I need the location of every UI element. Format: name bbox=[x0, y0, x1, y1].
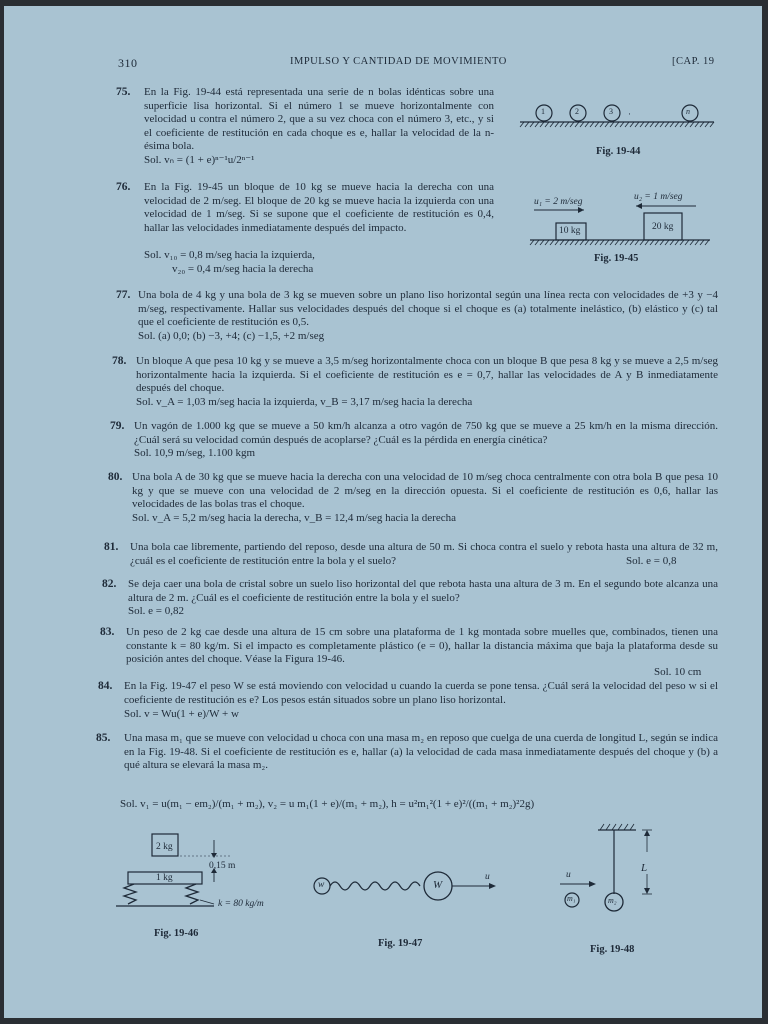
ground-hatch bbox=[590, 240, 594, 245]
problem-number: 75. bbox=[116, 86, 131, 98]
ground-hatch bbox=[570, 122, 574, 127]
problem-text: Un bloque A que pesa 10 kg y se mueve a 3,5 m/seg horizontalmente choca con un bloque B que pesa 8 kg y se mueve a 2,5 m/seg horizontalmente hacia la izquierda. Si el coeficiente de restitución es e = 0,7, hallar las velocidades de A y B inmediatamente después del choque. bbox=[136, 355, 718, 395]
problem-text: Una bola cae libremente, partiendo del reposo, desde una altura de 50 m. Si choca contra el suelo y rebota hasta una altura de 32 m, ¿cuál es el coeficiente de restitución entre la bola y el suelo? bbox=[130, 541, 718, 567]
ground-hatch bbox=[570, 240, 574, 245]
ground-hatch bbox=[685, 122, 689, 127]
ground-hatch bbox=[685, 240, 689, 245]
ground-hatch bbox=[525, 122, 529, 127]
ground-hatch bbox=[625, 240, 629, 245]
problem-solution: Sol. v_A = 5,2 m/seg hacia la derecha, v_B = 12,4 m/seg hacia la derecha bbox=[132, 512, 456, 524]
ground-hatch bbox=[585, 122, 589, 127]
ground-hatch bbox=[610, 240, 614, 245]
height-label: 0,15 m bbox=[209, 861, 236, 871]
problem-text: Una masa m₁ que se mueve con velocidad u choca con una masa m₂ en reposo que cuelga de una cuerda de longitud L, según se indica en la Fig. 19-48. Si el coeficiente de restitución es e, hallar (a) la velocidad de cada masa inmediatamente después del choque y (b) a qué altura se elevará la masa m₂. bbox=[124, 732, 718, 772]
ground-hatch bbox=[545, 122, 549, 127]
ground-hatch bbox=[615, 240, 619, 245]
ground-hatch bbox=[610, 122, 614, 127]
problem-solution: Sol. v = Wu(1 + e)/W + w bbox=[124, 708, 239, 720]
ground-hatch bbox=[665, 240, 669, 245]
ground-hatch bbox=[655, 122, 659, 127]
ground-hatch bbox=[540, 240, 544, 245]
block-label: 10 kg bbox=[559, 226, 581, 236]
figure-caption: Fig. 19-47 bbox=[378, 938, 423, 949]
velocity-label: u₂ = 1 m/seg bbox=[634, 192, 683, 202]
ground-hatch bbox=[575, 240, 579, 245]
ground-hatch bbox=[555, 122, 559, 127]
ground-hatch bbox=[695, 122, 699, 127]
figure-19-44 bbox=[516, 98, 716, 138]
problem-solution: Sol. e = 0,8 bbox=[626, 555, 677, 567]
ground-hatch bbox=[620, 122, 624, 127]
problem-number: 81. bbox=[104, 541, 119, 553]
ground-hatch bbox=[705, 240, 709, 245]
length-label: L bbox=[641, 862, 648, 874]
ground-hatch bbox=[650, 240, 654, 245]
problem-solution: Sol. v₁₀ = 0,8 m/seg hacia la izquierda, bbox=[144, 249, 315, 261]
ground-hatch bbox=[595, 240, 599, 245]
ground-hatch bbox=[630, 240, 634, 245]
ground-hatch bbox=[710, 122, 714, 127]
ground-hatch bbox=[605, 240, 609, 245]
problem-solution: Sol. 10 cm bbox=[654, 666, 702, 678]
ground-hatch bbox=[535, 240, 539, 245]
problem-solution: Sol. v₁ = u(m₁ − em₂)/(m₁ + m₂), v₂ = u m₁(1 + e)/(m₁ + m₂), h = u²m₁²(1 + e)²/((m₁ + m₂)²2g) bbox=[120, 798, 535, 810]
ground-hatch bbox=[645, 122, 649, 127]
problem-number: 83. bbox=[100, 626, 115, 638]
ground-hatch bbox=[520, 122, 524, 127]
figure-19-47 bbox=[308, 866, 508, 906]
problem-solution: Sol. (a) 0,0; (b) −3, +4; (c) −1,5, +2 m/seg bbox=[138, 330, 325, 342]
ground-hatch bbox=[605, 122, 609, 127]
problem-text: Un vagón de 1.000 kg que se mueve a 50 km/h alcanza a otro vagón de 750 kg que se mueve a 25 km/h en la misma dirección. ¿Cuál será su velocidad común después de acoplarse? ¿Cuál es la pérdida en energía cinética? bbox=[134, 420, 718, 446]
ground-hatch bbox=[590, 122, 594, 127]
ground-hatch bbox=[575, 122, 579, 127]
problem-text: Un peso de 2 kg cae desde una altura de 15 cm sobre una plataforma de 1 kg montada sobre muelles que, combinados, tienen una constante k = 80 kg/m. Si el impacto es completamente plástico (e = 0), hallar la distancia máxima que baja la plataforma desde su posición antes del choque. Véase la Figura 19-46. bbox=[126, 626, 718, 666]
small-weight-label: w bbox=[318, 880, 325, 890]
figure-caption: Fig. 19-44 bbox=[596, 146, 641, 157]
spring-label: k = 80 kg/m bbox=[218, 899, 264, 909]
ground-hatch bbox=[700, 122, 704, 127]
ground-hatch bbox=[690, 122, 694, 127]
ground-hatch bbox=[680, 240, 684, 245]
problem-solution: Sol. v_A = 1,03 m/seg hacia la izquierda, v_B = 3,17 m/seg hacia la derecha bbox=[136, 396, 473, 408]
problem-solution: v₂₀ = 0,4 m/seg hacia la derecha bbox=[172, 263, 314, 275]
platform-label: 1 kg bbox=[156, 873, 173, 883]
ground-hatch bbox=[600, 122, 604, 127]
ground-hatch bbox=[670, 240, 674, 245]
ground-hatch bbox=[650, 122, 654, 127]
ground-hatch bbox=[700, 240, 704, 245]
ground-hatch bbox=[635, 122, 639, 127]
ground-hatch bbox=[670, 122, 674, 127]
weight-label: 2 kg bbox=[156, 842, 173, 852]
ground-hatch bbox=[695, 240, 699, 245]
velocity-label: u₁ = 2 m/seg bbox=[534, 197, 583, 207]
ground-hatch bbox=[665, 122, 669, 127]
ground-hatch bbox=[675, 240, 679, 245]
ground-hatch bbox=[535, 122, 539, 127]
ground-hatch bbox=[640, 122, 644, 127]
problem-solution: Sol. e = 0,82 bbox=[128, 605, 185, 617]
figure-19-45 bbox=[526, 186, 716, 248]
ground-hatch bbox=[565, 240, 569, 245]
velocity-label: u bbox=[566, 870, 571, 880]
ground-hatch bbox=[690, 240, 694, 245]
ground-hatch bbox=[550, 240, 554, 245]
problem-text: En la Fig. 19-47 el peso W se está moviendo con velocidad u cuando la cuerda se pone tensa. ¿Cuál será la velocidad del peso w si el coeficiente de restitución es e? Los pesos están situados sobre un plano liso horizontal. bbox=[124, 680, 718, 706]
ground-hatch bbox=[625, 122, 629, 127]
page-number: 310 bbox=[118, 56, 138, 70]
ground-hatch bbox=[580, 240, 584, 245]
chapter-number: [CAP. 19 bbox=[672, 56, 715, 67]
problem-solution: Sol. 10,9 m/seg, 1.100 kgm bbox=[134, 447, 256, 459]
ground-hatch bbox=[600, 240, 604, 245]
ground-hatch bbox=[530, 122, 534, 127]
ground-hatch bbox=[555, 240, 559, 245]
ball-label: 1 bbox=[541, 107, 545, 116]
problem-number: 82. bbox=[102, 578, 117, 590]
ground-hatch bbox=[635, 240, 639, 245]
chapter-title: IMPULSO Y CANTIDAD DE MOVIMIENTO bbox=[290, 56, 507, 67]
figure-caption: Fig. 19-46 bbox=[154, 928, 199, 939]
problem-text: En la Fig. 19-45 un bloque de 10 kg se mueve hacia la derecha con una velocidad de 2 m/seg. El bloque de 20 kg se mueve hacia la izquierda con una velocidad de 1 m/seg. Si se supone que el coeficiente de restitución es 0,4, hallar las velocidades inmediatamente después del impacto. bbox=[144, 181, 494, 234]
ground-hatch bbox=[640, 240, 644, 245]
ground-hatch bbox=[565, 122, 569, 127]
ground-hatch bbox=[560, 240, 564, 245]
problem-number: 78. bbox=[112, 355, 127, 367]
mass1-label: m₁ bbox=[567, 894, 576, 903]
ground-hatch bbox=[585, 240, 589, 245]
ground-hatch bbox=[655, 240, 659, 245]
velocity-label: u bbox=[485, 872, 490, 882]
mass2-label: m₂ bbox=[608, 896, 617, 905]
ground-hatch bbox=[675, 122, 679, 127]
figure-19-48 bbox=[552, 822, 692, 926]
ground-hatch bbox=[545, 240, 549, 245]
ground-hatch bbox=[660, 122, 664, 127]
problem-text: Se deja caer una bola de cristal sobre un suelo liso horizontal del que rebota hasta una altura de 3 m. En el segundo bote alcanza una altura de 2 m. ¿Cuál es el coeficiente de restitución entre la bola y el suelo? bbox=[128, 578, 718, 604]
ground-hatch bbox=[630, 122, 634, 127]
svg-text:·: · bbox=[628, 109, 631, 119]
problem-number: 80. bbox=[108, 471, 123, 483]
ball-label: 3 bbox=[609, 107, 613, 116]
problem-text: Una bola de 4 kg y una bola de 3 kg se mueven sobre un plano liso horizontal según una línea recta con velocidades de +3 y −4 m/seg, respectivamente. Hallar sus velocidades después del choque si el choque es (a) totalmente inelástico, (b) elástico y (c) tal que el coeficiente de restitución es 0,5. bbox=[138, 289, 718, 329]
book-page bbox=[4, 6, 762, 1018]
ground-hatch bbox=[705, 122, 709, 127]
ground-hatch bbox=[645, 240, 649, 245]
ground-hatch bbox=[530, 240, 534, 245]
figure-caption: Fig. 19-48 bbox=[590, 944, 635, 955]
big-weight-label: W bbox=[433, 879, 443, 891]
ground-hatch bbox=[660, 240, 664, 245]
ground-hatch bbox=[580, 122, 584, 127]
problem-number: 79. bbox=[110, 420, 125, 432]
ground-hatch bbox=[615, 122, 619, 127]
ground-hatch bbox=[560, 122, 564, 127]
problem-text: En la Fig. 19-44 está representada una serie de n bolas idénticas sobre una superficie lisa horizontal. Si el número 1 se mueve horizontalmente con velocidad u contra el número 2, que a su vez choca con el número 3, etc., y si el coeficiente de restitución en cada choque es e, hallar la velocidad de la n-ésima bola. bbox=[144, 86, 494, 153]
problem-number: 77. bbox=[116, 289, 131, 301]
problem-number: 84. bbox=[98, 680, 113, 692]
ground-hatch bbox=[620, 240, 624, 245]
figure-caption: Fig. 19-45 bbox=[594, 253, 639, 264]
ground-hatch bbox=[595, 122, 599, 127]
ball-label: n bbox=[686, 107, 690, 116]
ground-hatch bbox=[540, 122, 544, 127]
block-label: 20 kg bbox=[652, 222, 674, 232]
problem-solution: Sol. vₙ = (1 + e)ⁿ⁻¹u/2ⁿ⁻¹ bbox=[144, 154, 255, 166]
ball-label: 2 bbox=[575, 107, 579, 116]
problem-number: 85. bbox=[96, 732, 111, 744]
problem-number: 76. bbox=[116, 181, 131, 193]
ground-hatch bbox=[550, 122, 554, 127]
problem-text: Una bola A de 30 kg que se mueve hacia la derecha con una velocidad de 10 m/seg choca centralmente con otra bola B que pesa 10 kg y que se mueve con una velocidad de 2 m/seg en la dirección opuesta. Si el coeficiente de restitución es 0,6, hallar las velocidades de las bolas tras el choque. bbox=[132, 471, 718, 511]
ground-hatch bbox=[680, 122, 684, 127]
